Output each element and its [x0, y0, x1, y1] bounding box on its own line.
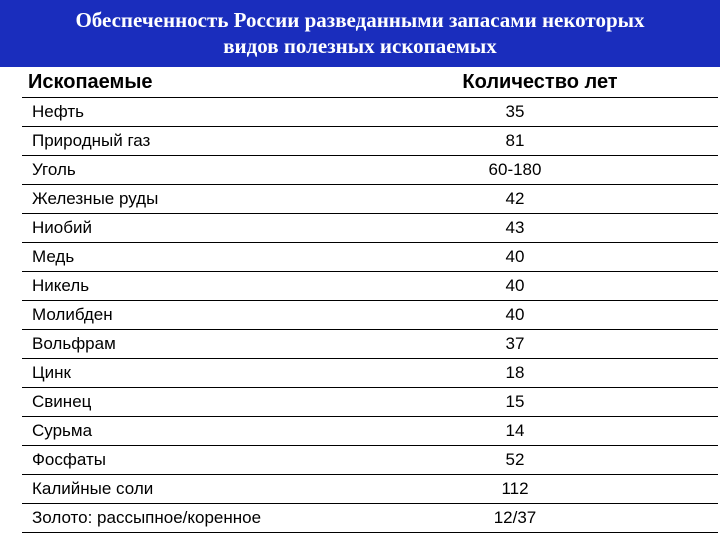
table-header-row	[22, 67, 718, 98]
years-value: 35	[362, 98, 718, 127]
mineral-name: Железные руды	[22, 185, 362, 214]
mineral-name: Вольфрам	[22, 330, 362, 359]
mineral-name: Цинк	[22, 359, 362, 388]
mineral-name: Уголь	[22, 156, 362, 185]
table-row	[22, 272, 718, 301]
mineral-name: Сурьма	[22, 417, 362, 446]
years-value: 18	[362, 359, 718, 388]
title-line-2: видов полезных ископаемых	[223, 34, 497, 58]
table-row	[22, 446, 718, 475]
table-row	[22, 417, 718, 446]
years-value: 40	[362, 272, 718, 301]
column-header-minerals: Ископаемые	[22, 67, 362, 98]
table-row	[22, 504, 718, 533]
table-row	[22, 301, 718, 330]
table-row	[22, 98, 718, 127]
years-value: 60-180	[362, 156, 718, 185]
years-value: 14	[362, 417, 718, 446]
table-row	[22, 214, 718, 243]
years-value: 15	[362, 388, 718, 417]
years-value: 52	[362, 446, 718, 475]
years-value: 42	[362, 185, 718, 214]
years-value: 112	[362, 475, 718, 504]
mineral-name: Ниобий	[22, 214, 362, 243]
table-row	[22, 475, 718, 504]
reserves-table	[22, 67, 718, 533]
mineral-name: Калийные соли	[22, 475, 362, 504]
mineral-name: Медь	[22, 243, 362, 272]
mineral-name: Свинец	[22, 388, 362, 417]
table-row	[22, 330, 718, 359]
column-header-years: Количество лет	[362, 67, 718, 98]
mineral-name: Молибден	[22, 301, 362, 330]
table-row	[22, 243, 718, 272]
years-value: 40	[362, 301, 718, 330]
years-value: 43	[362, 214, 718, 243]
page-title	[0, 0, 720, 67]
years-value: 81	[362, 127, 718, 156]
years-value: 12/37	[362, 504, 718, 533]
table-row	[22, 156, 718, 185]
table-row	[22, 185, 718, 214]
mineral-name: Нефть	[22, 98, 362, 127]
mineral-name: Природный газ	[22, 127, 362, 156]
table-row	[22, 359, 718, 388]
years-value: 40	[362, 243, 718, 272]
title-line-1: Обеспеченность России разведанными запасами некоторых	[75, 8, 645, 32]
table-row	[22, 127, 718, 156]
mineral-name: Золото: рассыпное/коренное	[22, 504, 362, 533]
mineral-name: Никель	[22, 272, 362, 301]
mineral-name: Фосфаты	[22, 446, 362, 475]
years-value: 37	[362, 330, 718, 359]
table-row	[22, 388, 718, 417]
